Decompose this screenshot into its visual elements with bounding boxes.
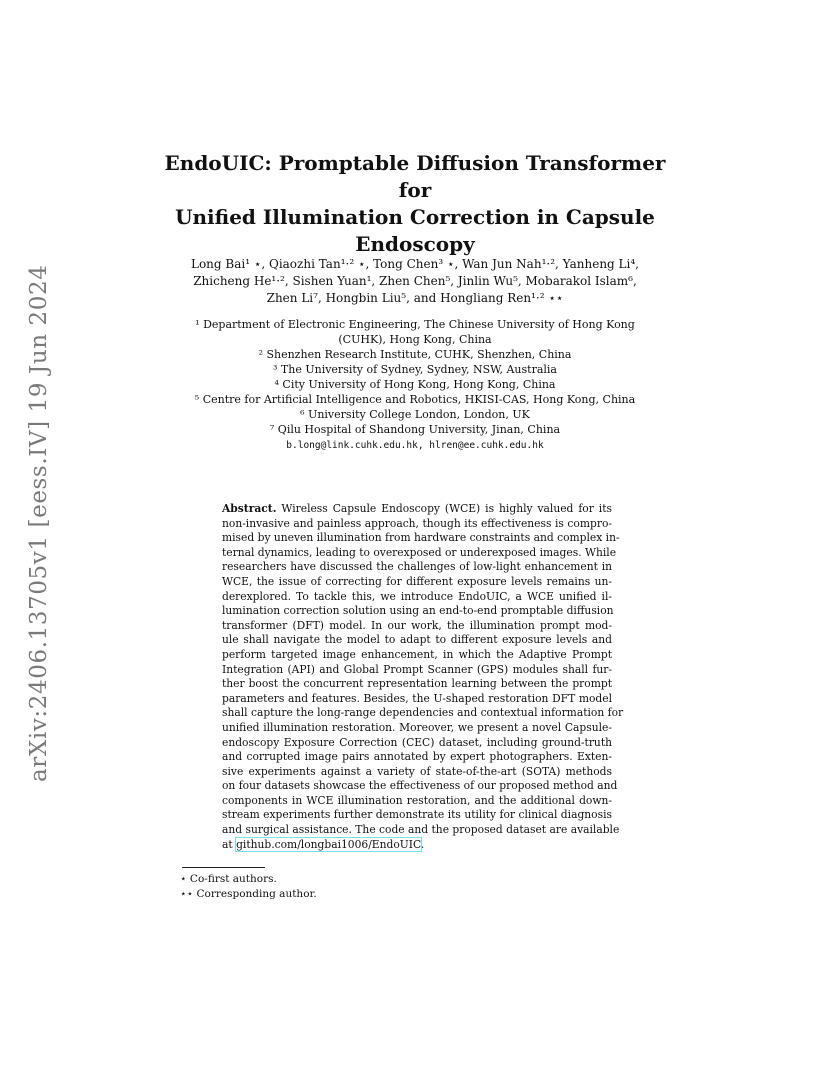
paper-title xyxy=(150,150,680,258)
abstract-line: and corrupted image pairs annotated by expert photographers. Exten- xyxy=(222,750,612,764)
affiliation-line: ³ The University of Sydney, Sydney, NSW, Australia xyxy=(273,363,557,376)
affiliation-line: (CUHK), Hong Kong, China xyxy=(338,333,492,346)
abstract-line: unified illumination restoration. Moreover, we present a novel Capsule- xyxy=(222,720,612,734)
author-list xyxy=(150,256,680,307)
abstract-label: Abstract. xyxy=(222,502,277,515)
abstract xyxy=(222,502,624,852)
abstract-line: parameters and features. Besides, the U-shaped restoration DFT model xyxy=(222,691,612,705)
author-line: Long Bai¹ ⋆, Qiaozhi Tan¹·² ⋆, Tong Chen³ ⋆, Wan Jun Nah¹·², Yanheng Li⁴, xyxy=(190,257,639,271)
footnote: ⋆⋆ Corresponding author. xyxy=(180,887,317,900)
arxiv-identifier: arXiv:2406.13705v1 [eess.IV] 19 Jun 2024 xyxy=(26,264,52,782)
abstract-text: Wireless Capsule Endoscopy (WCE) is highly valued for its xyxy=(276,502,612,515)
github-link[interactable]: github.com/longbai1006/EndoUIC xyxy=(236,837,421,851)
abstract-line: transformer (DFT) model. In our work, the illumination prompt mod- xyxy=(222,618,612,632)
abstract-line: derexplored. To tackle this, we introduce EndoUIC, a WCE unified il- xyxy=(222,589,612,603)
affiliation-line: ⁶ University College London, London, UK xyxy=(300,408,530,421)
footnote: ⋆ Co-first authors. xyxy=(180,873,277,885)
abstract-line: non-invasive and painless approach, though its effectiveness is compro- xyxy=(222,516,612,530)
title-line: EndoUIC: Promptable Diffusion Transformer for xyxy=(164,151,666,202)
affiliation-line: ⁴ City University of Hong Kong, Hong Kong, China xyxy=(274,378,556,391)
abstract-line: perform targeted image enhancement, in which the Adaptive Prompt xyxy=(222,647,612,661)
title-line: Endoscopy xyxy=(355,232,475,256)
abstract-line xyxy=(222,838,612,853)
abstract-text: at xyxy=(222,837,237,851)
title-line: Unified Illumination Correction in Capsule xyxy=(175,205,655,229)
affiliation-line: ¹ Department of Electronic Engineering, The Chinese University of Hong Kong xyxy=(195,318,635,331)
abstract-line: endoscopy Exposure Correction (CEC) dataset, including ground-truth xyxy=(222,735,612,749)
abstract-line: sive experiments against a variety of state-of-the-art (SOTA) methods xyxy=(222,764,612,778)
author-line: Zhen Li⁷, Hongbin Liu⁵, and Hongliang Ren¹·² ⋆⋆ xyxy=(266,291,564,305)
abstract-line: ther boost the concurrent representation learning between the prompt xyxy=(222,677,612,691)
affiliation-line: ⁷ Qilu Hospital of Shandong University, Jinan, China xyxy=(269,423,561,436)
abstract-line: WCE, the issue of correcting for different exposure levels remains un- xyxy=(222,574,612,588)
abstract-line: researchers have discussed the challenges of low-light enhancement in xyxy=(222,560,612,574)
abstract-line: stream experiments further demonstrate its utility for clinical diagnosis xyxy=(222,808,612,822)
author-line: Zhicheng He¹·², Sishen Yuan¹, Zhen Chen⁵, Jinlin Wu⁵, Mobarakol Islam⁶, xyxy=(193,274,637,288)
affiliation-line: ⁵ Centre for Artificial Intelligence and Robotics, HKISI-CAS, Hong Kong, China xyxy=(194,393,636,406)
abstract-text: . xyxy=(420,837,425,851)
abstract-line: components in WCE illumination restoration, and the additional down- xyxy=(222,793,612,807)
abstract-line xyxy=(222,502,612,517)
footnote-divider xyxy=(182,867,265,868)
abstract-line: and surgical assistance. The code and the proposed dataset are available xyxy=(222,823,620,837)
abstract-line: mised by uneven illumination from hardware constraints and complex in- xyxy=(222,531,620,545)
abstract-line: shall capture the long-range dependencies and contextual information for xyxy=(222,706,624,720)
abstract-line: Integration (API) and Global Prompt Scanner (GPS) modules shall fur- xyxy=(222,662,612,676)
contact-emails: b.long@link.cuhk.edu.hk, hlren@ee.cuhk.edu.hk xyxy=(286,440,544,451)
affiliations xyxy=(170,317,660,453)
abstract-line: on four datasets showcase the effectiveness of our proposed method and xyxy=(222,779,618,793)
abstract-line: ule shall navigate the model to adapt to different exposure levels and xyxy=(222,633,612,647)
abstract-line: lumination correction solution using an end-to-end promptable diffusion xyxy=(222,604,614,618)
affiliation-line: ² Shenzhen Research Institute, CUHK, Shenzhen, China xyxy=(258,348,572,361)
abstract-line: ternal dynamics, leading to overexposed or underexposed images. While xyxy=(222,545,617,559)
footnotes xyxy=(180,872,630,901)
